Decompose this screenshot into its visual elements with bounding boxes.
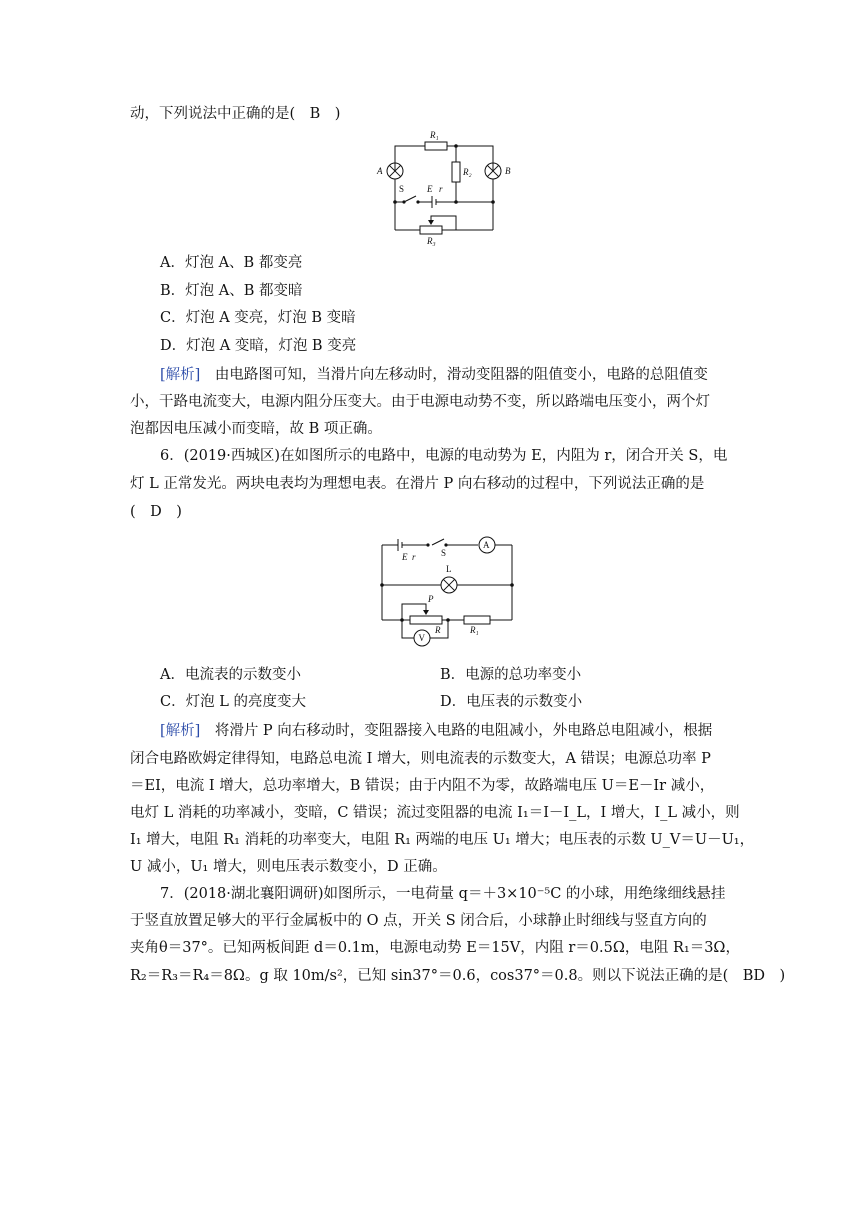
q5-analysis-line-1: [解析] 由电路图可知，当滑片向左移动时，滑动变阻器的阻值变小，电路的总阻值变	[160, 367, 708, 383]
q5-option-b: B．灯泡 A、B 都变暗	[160, 283, 303, 299]
q5-stem-tail: 动，下列说法中正确的是( B )	[130, 106, 341, 122]
q6-analysis-line-1: [解析] 将滑片 P 向右移动时，变阻器接入电路的电阻减小，外电路总电阻减小，根据	[160, 723, 713, 739]
q5-label-s: S	[399, 184, 405, 194]
q6-label-lamp: L	[446, 564, 452, 574]
q6-label-rheostat: R	[435, 625, 441, 635]
q6-label-p: P	[428, 594, 434, 604]
q6-label-e: E	[402, 552, 408, 562]
q6-option-b: B．电源的总功率变小	[440, 667, 582, 683]
q5-label-e: E	[427, 184, 433, 194]
q5-label-lamp-b: B	[505, 166, 511, 176]
q5-label-r3: R₃	[427, 236, 436, 246]
q5-option-d: D．灯泡 A 变暗，灯泡 B 变亮	[160, 338, 357, 354]
q5-option-a: A．灯泡 A、B 都变亮	[160, 255, 303, 271]
q6-label-r1: R₁	[470, 625, 479, 635]
q7-stem-line-4: R₂＝R₃＝R₄＝8Ω。g 取 10m/s²，已知 sin37°＝0.6，cos37°＝0.8。则以下说法正确的是( BD )	[130, 968, 786, 984]
q6-label-voltmeter: V	[418, 633, 425, 643]
q6-analysis-tag: [解析]	[160, 723, 201, 739]
q6-label-ammeter: A	[483, 540, 490, 550]
q6-stem-line-1: 6．(2019·西城区)在如图所示的电路中，电源的电动势为 E，内阻为 r，闭合开关 S，电	[160, 448, 728, 464]
q5-circuit-diagram	[370, 126, 520, 246]
q5-analysis-line-2: 小，干路电流变大，电源内阻分压变大。由于电源电动势不变，所以路端电压变小，两个灯	[130, 394, 710, 410]
q7-stem-line-2: 于竖直放置足够大的平行金属板中的 O 点，开关 S 闭合后，小球静止时细线与竖直方向的	[130, 913, 707, 929]
q5-label-r2: R₂	[463, 167, 472, 177]
q5-analysis-tag: [解析]	[160, 367, 201, 383]
q6-analysis-line-6: U 减小，U₁ 增大，则电压表示数变小，D 正确。	[130, 859, 447, 875]
q6-stem-line-2: 灯 L 正常发光。两块电表均为理想电表。在滑片 P 向右移动的过程中，下列说法正确的是	[130, 476, 705, 492]
q6-analysis-line-3: ＝EI，电流 I 增大，总功率增大，B 错误；由于内阻不为零，故路端电压 U＝E－Ir 减小，	[130, 778, 715, 794]
q7-stem-line-1: 7．(2018·湖北襄阳调研)如图所示，一电荷量 q＝＋3×10⁻⁵C 的小球，用绝缘细线悬挂	[160, 886, 726, 902]
q5-label-r1: R₁	[430, 130, 439, 140]
q6-analysis-line-5: I₁ 增大，电阻 R₁ 消耗的功率变大，电阻 R₁ 两端的电压 U₁ 增大；电压表的示数 U_V＝U－U₁，	[130, 832, 755, 848]
q5-label-r: r	[439, 184, 443, 194]
q6-label-s: S	[441, 548, 447, 558]
q6-analysis-line-4: 电灯 L 消耗的功率减小，变暗，C 错误；流过变阻器的电流 I₁＝I－I_L，I 增大，I_L 减小，则	[130, 805, 740, 821]
q5-option-c: C．灯泡 A 变亮，灯泡 B 变暗	[160, 310, 356, 326]
q6-stem-line-3: ( D )	[130, 504, 182, 520]
q6-option-a: A．电流表的示数变小	[160, 667, 301, 683]
q5-analysis-line-3: 泡都因电压减小而变暗，故 B 项正确。	[130, 421, 382, 437]
q6-circuit-diagram	[372, 532, 522, 644]
q6-option-d: D．电压表的示数变小	[440, 694, 583, 710]
q6-analysis-line-2: 闭合电路欧姆定律得知，电路总电流 I 增大，则电流表的示数变大，A 错误；电源总功率 P	[130, 751, 711, 767]
q7-stem-line-3: 夹角θ＝37°。已知两板间距 d＝0.1m，电源电动势 E＝15V，内阻 r＝0.5Ω，电阻 R₁＝3Ω，	[130, 940, 740, 956]
q6-label-r: r	[412, 552, 416, 562]
q5-label-lamp-a: A	[377, 166, 383, 176]
q6-option-c: C．灯泡 L 的亮度变大	[160, 694, 306, 710]
